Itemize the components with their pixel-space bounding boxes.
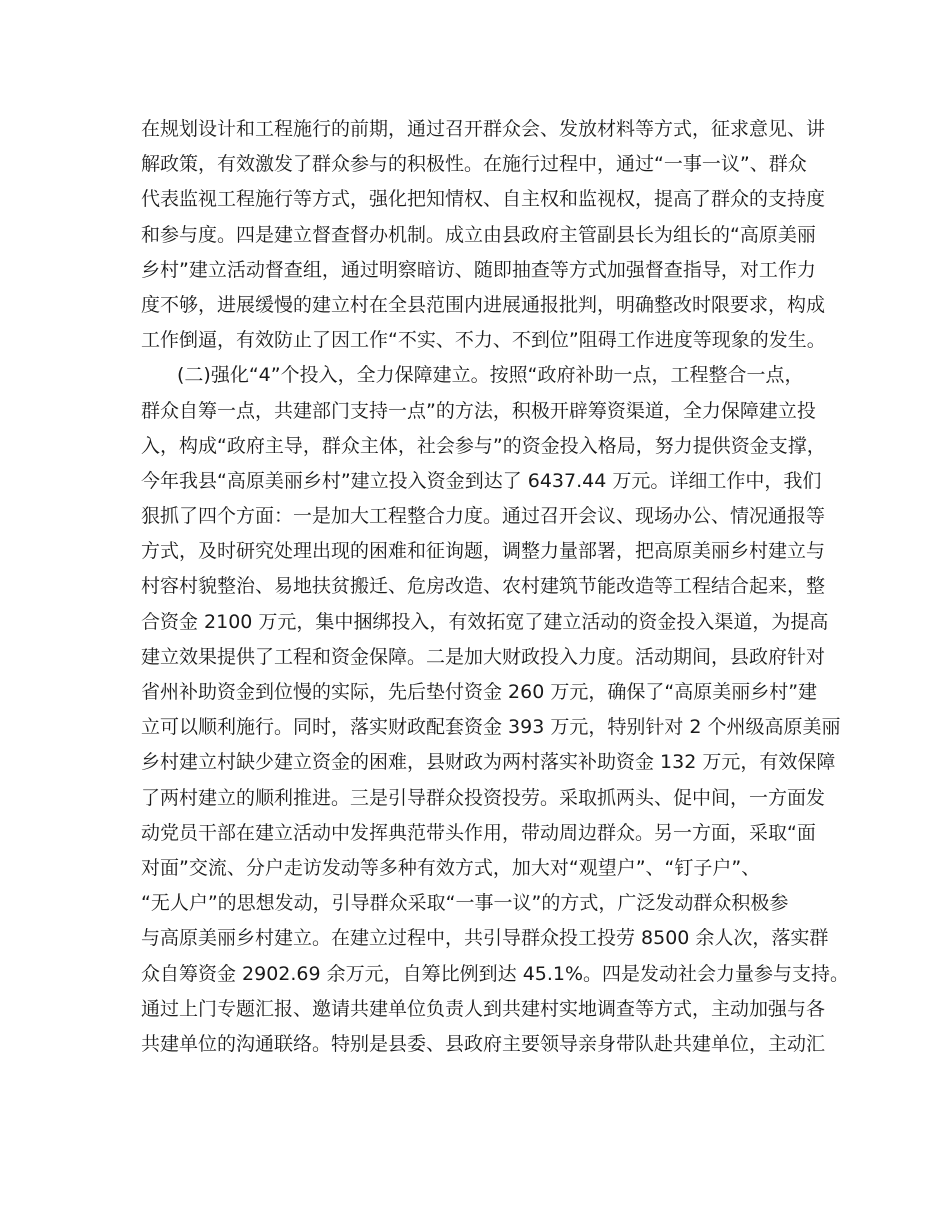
text-line: 在规划设计和工程施行的前期，通过召开群众会、发放材料等方式，征求意见、讲 xyxy=(141,118,826,140)
text-line: “无人户”的思想发动，引导群众采取“一事一议”的方式，广泛发动群众积极参 xyxy=(141,892,789,915)
text-line: 度不够，进展缓慢的建立村在全县范围内进展通报批判，明确整改时限要求，构成 xyxy=(141,293,826,316)
text-line: (二)强化“4”个投入，全力保障建立。按照“政府补助一点，工程整合一点， xyxy=(177,364,804,387)
text-line: 乡村建立村缺少建立资金的困难，县财政为两村落实补助资金 132 万元，有效保障 xyxy=(141,751,836,774)
text-line: 共建单位的沟通联络。特别是县委、县政府主要领导亲身带队赴共建单位，主动汇 xyxy=(141,1032,826,1055)
text-line: 工作倒逼，有效防止了因工作“不实、不力、不到位”阻碍工作进度等现象的发生。 xyxy=(141,329,826,352)
document-body xyxy=(141,112,850,1062)
text-line: 省州补助资金到位慢的实际，先后垫付资金 260 万元，确保了“高原美丽乡村”建 xyxy=(141,681,818,703)
text-line: 与高原美丽乡村建立。在建立过程中，共引导群众投工投劳 8500 余人次，落实群 xyxy=(141,927,829,950)
text-line: 和参与度。四是建立督查督办机制。成立由县政府主管副县长为组长的“高原美丽 xyxy=(141,223,816,246)
text-line: 通过上门专题汇报、邀请共建单位负责人到共建村实地调查等方式，主动加强与各 xyxy=(141,997,826,1020)
text-line: 乡村”建立活动督查组，通过明察暗访、随即抽查等方式加强督查指导，对工作力 xyxy=(141,258,816,281)
text-line: 了两村建立的顺利推进。三是引导群众投资投劳。采取抓两头、促中间，一方面发 xyxy=(141,786,826,809)
text-line: 合资金 2100 万元，集中捆绑投入，有效拓宽了建立活动的资金投入渠道，为提高 xyxy=(141,610,829,633)
text-line: 建立效果提供了工程和资金保障。二是加大财政投入力度。活动期间，县政府针对 xyxy=(141,645,826,668)
text-line: 代表监视工程施行等方式，强化把知情权、自主权和监视权，提高了群众的支持度 xyxy=(141,188,826,211)
paragraph-1 xyxy=(141,112,826,358)
text-line: 入，构成“政府主导，群众主体，社会参与”的资金投入格局，努力提供资金支撑， xyxy=(141,434,826,457)
text-line: 村容村貌整治、易地扶贫搬迁、危房改造、农村建筑节能改造等工程结合起来，整 xyxy=(141,575,826,598)
text-line: 众自筹资金 2902.69 余万元，自筹比例到达 45.1%。四是发动社会力量参与支持。 xyxy=(141,962,850,985)
text-line: 解政策，有效激发了群众参与的积极性。在施行过程中，通过“一事一议”、群众 xyxy=(141,153,807,176)
paragraph-2 xyxy=(141,358,850,1062)
text-line: 立可以顺利施行。同时，落实财政配套资金 393 万元，特别针对 2 个州级高原美丽 xyxy=(141,716,841,739)
text-line: 动党员干部在建立活动中发挥典范带头作用，带动周边群众。另一方面，采取“面 xyxy=(141,821,816,844)
text-line: 今年我县“高原美丽乡村”建立投入资金到达了 6437.44 万元。详细工作中，我们 xyxy=(141,469,822,492)
text-line: 狠抓了四个方面：一是加大工程整合力度。通过召开会议、现场办公、情况通报等 xyxy=(141,505,826,528)
text-line: 对面”交流、分户走访发动等多种有效方式，加大对“观望户”、“钉子户”、 xyxy=(141,856,761,879)
text-line: 群众自筹一点，共建部门支持一点”的方法，积极开辟筹资渠道，全力保障建立投 xyxy=(141,399,816,422)
text-line: 方式，及时研究处理出现的困难和征询题，调整力量部署，把高原美丽乡村建立与 xyxy=(141,540,826,563)
